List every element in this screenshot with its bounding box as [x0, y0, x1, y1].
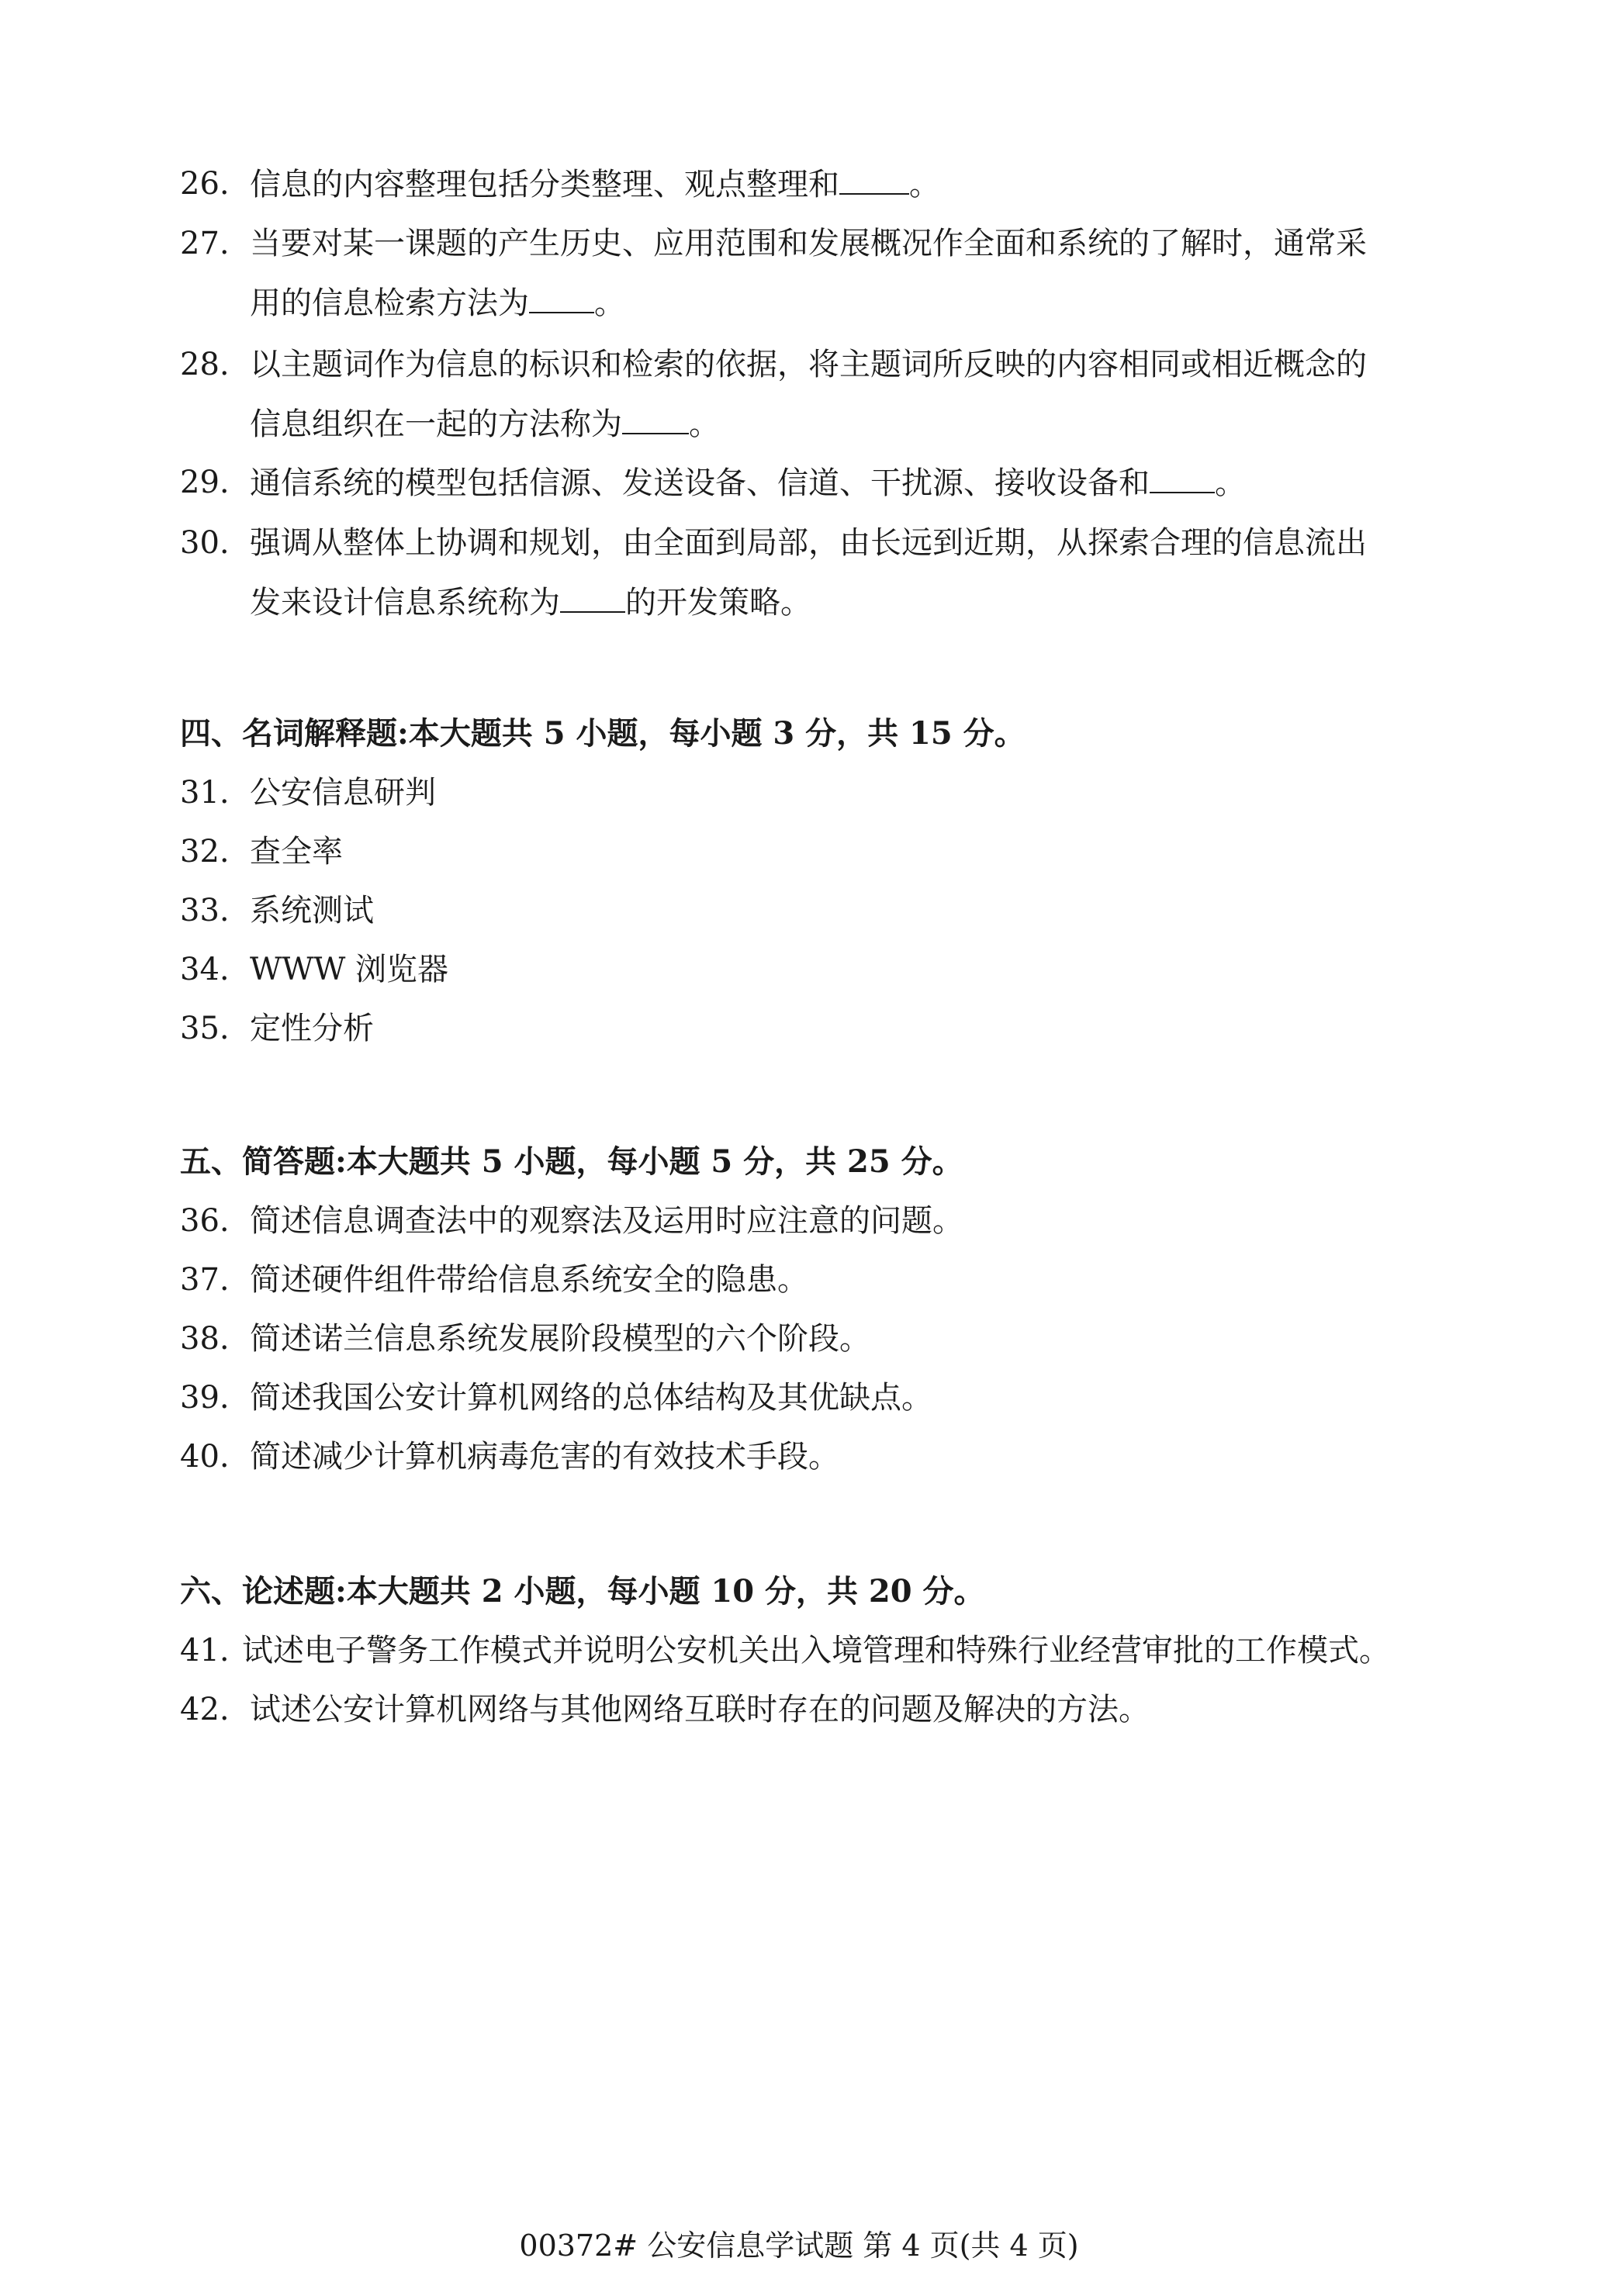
- question-number: 42.: [180, 1692, 230, 1727]
- question-text: 公安信息研判: [250, 775, 436, 811]
- question-number: 33.: [180, 893, 230, 928]
- question-number: 32.: [180, 834, 230, 870]
- question-text-line1: 当要对某一课题的产生历史、应用范围和发展概况作全面和系统的了解时，通常采: [250, 226, 1367, 261]
- question-number: 35.: [180, 1011, 230, 1046]
- question-text-after: 的开发策略。: [625, 585, 811, 621]
- question-text-line2: [250, 405, 720, 443]
- question-number: 30.: [180, 525, 230, 561]
- question-number: 38.: [180, 1321, 230, 1357]
- question-text: WWW 浏览器: [250, 952, 449, 987]
- question-text-before: 信息的内容整理包括分类整理、观点整理和: [250, 167, 839, 202]
- question-number: 36.: [180, 1203, 230, 1239]
- question-text: 简述减少计算机病毒危害的有效技术手段。: [250, 1439, 839, 1475]
- question-text: 试述电子警务工作模式并说明公安机关出入境管理和特殊行业经营审批的工作模式。: [242, 1633, 1390, 1668]
- question-text: 查全率: [250, 834, 343, 870]
- question-text: 系统测试: [250, 893, 374, 928]
- question-text-after: 。: [909, 167, 940, 202]
- question-text: 简述诺兰信息系统发展阶段模型的六个阶段。: [250, 1321, 870, 1357]
- section-heading: 五、简答题:本大题共 5 小题，每小题 5 分，共 25 分。: [180, 1143, 963, 1180]
- question-number: 29.: [180, 465, 230, 500]
- answer-blank: [839, 165, 909, 195]
- section-heading: 六、论述题:本大题共 2 小题，每小题 10 分，共 20 分。: [180, 1573, 985, 1610]
- question-text: 简述信息调查法中的观察法及运用时应注意的问题。: [250, 1203, 963, 1239]
- question-number: 34.: [180, 952, 230, 987]
- question-text: [250, 165, 940, 203]
- question-number: 28.: [180, 347, 230, 382]
- question-text-line1: 以主题词作为信息的标识和检索的依据，将主题词所反映的内容相同或相近概念的: [250, 347, 1367, 382]
- question-number: 37.: [180, 1262, 230, 1298]
- question-number: 26.: [180, 166, 230, 202]
- question-text-line1: 强调从整体上协调和规划，由全面到局部，由长远到近期，从探索合理的信息流出: [250, 525, 1367, 561]
- question-text-before: 用的信息检索方法为: [250, 285, 529, 321]
- question-number: 31.: [180, 775, 230, 811]
- answer-blank: [560, 583, 625, 613]
- question-number: 27.: [180, 226, 230, 261]
- question-text-line2: [250, 583, 811, 621]
- answer-blank: [1150, 464, 1215, 493]
- question-number: 41.: [180, 1633, 230, 1668]
- question-text: 定性分析: [250, 1011, 374, 1046]
- question-text-before: 发来设计信息系统称为: [250, 585, 560, 621]
- answer-blank: [622, 405, 689, 434]
- question-text: 简述我国公安计算机网络的总体结构及其优缺点。: [250, 1380, 932, 1416]
- question-text-line2: [250, 284, 625, 322]
- answer-blank: [529, 284, 594, 313]
- question-text: 简述硬件组件带给信息系统安全的隐患。: [250, 1262, 808, 1298]
- question-text-after: 。: [1215, 465, 1246, 501]
- question-number: 39.: [180, 1380, 230, 1416]
- page-footer: 00372# 公安信息学试题 第 4 页(共 4 页): [519, 2229, 1079, 2263]
- section-heading: 四、名词解释题:本大题共 5 小题，每小题 3 分，共 15 分。: [180, 715, 1026, 752]
- question-text-before: 信息组织在一起的方法称为: [250, 406, 622, 442]
- question-text: 试述公安计算机网络与其他网络互联时存在的问题及解决的方法。: [250, 1692, 1150, 1727]
- question-text: [250, 464, 1246, 502]
- question-text-before: 通信系统的模型包括信源、发送设备、信道、干扰源、接收设备和: [250, 465, 1150, 501]
- question-number: 40.: [180, 1439, 230, 1475]
- question-text-after: 。: [594, 285, 625, 321]
- question-text-after: 。: [689, 406, 720, 442]
